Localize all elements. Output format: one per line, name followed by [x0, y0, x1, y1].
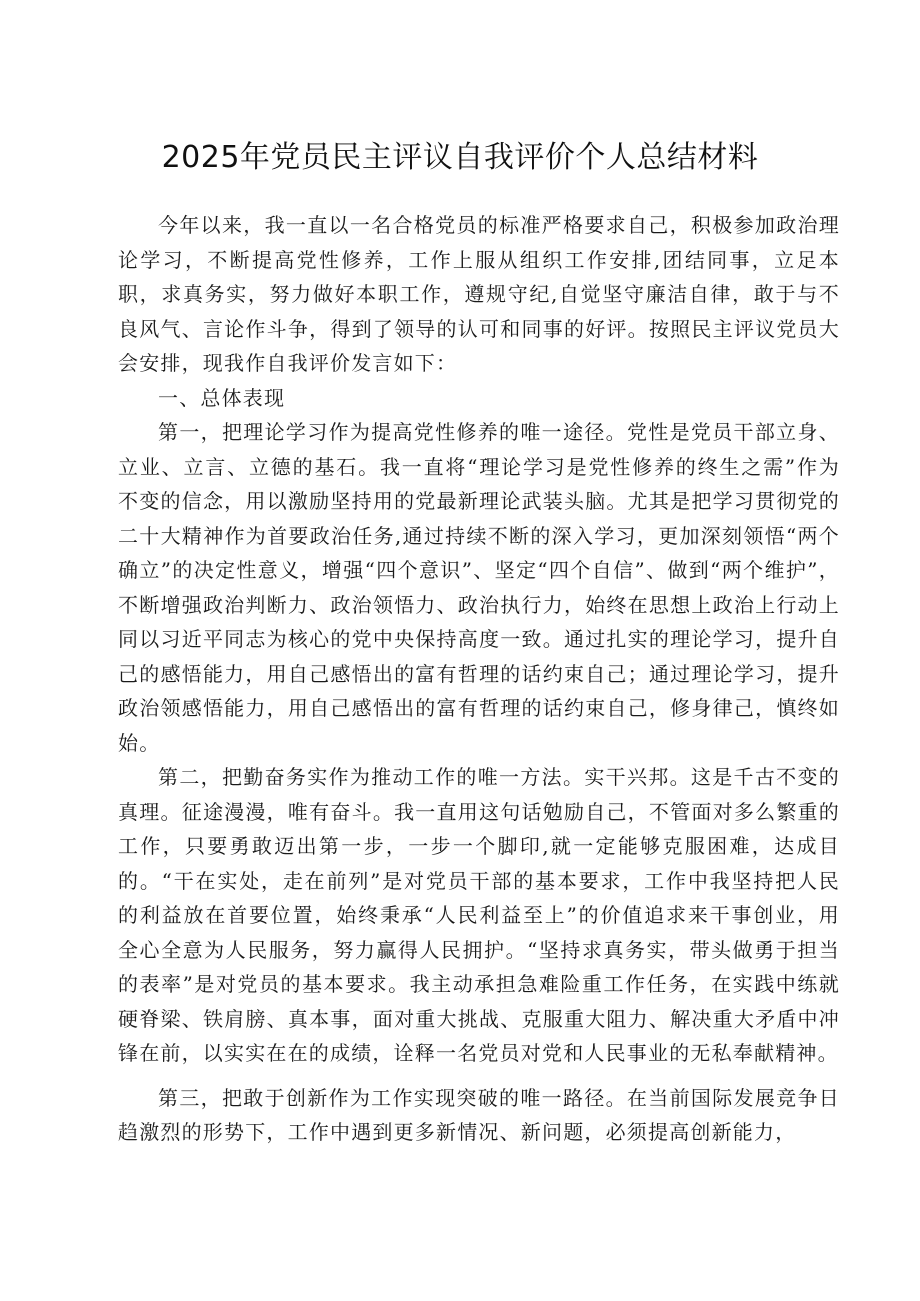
paragraph-first: 第一，把理论学习作为提高党性修养的唯一途径。党性是党员干部立身、立业、立言、立德的基石。我一直将“理论学习是党性修养的终生之需”作为不变的信念，用以激励坚持用的党最新理论武装头脑。尤其是把学习贯彻党的二十大精神作为首要政治任务,通过持续不断的深入学习，更加深刻领悟“两个确立”的决定性意义，增强“四个意识”、坚定“四个自信”、做到“两个维护”，不断增强政治判断力、政治领悟力、政治执行力，始终在思想上政治上行动上同以习近平同志为核心的党中央保持高度一致。通过扎实的理论学习，提升自己的感悟能力，用自己感悟出的富有哲理的话约束自己；通过理论学习，提升政治领感悟能力，用自己感悟出的富有哲理的话约束自己，修身律己，慎终如始。: [118, 420, 840, 755]
paragraph-second: 第二，把勤奋务实作为推动工作的唯一方法。实干兴邦。这是千古不变的真理。征途漫漫，唯有奋斗。我一直用这句话勉励自己，不管面对多么繁重的工作，只要勇敢迈出第一步，一步一个脚印,就一定能够克服困难，达成目的。“干在实处，走在前列”是对党员干部的基本要求，工作中我坚持把人民的利益放在首要位置，始终秉承“人民利益至上”的价值追求来干事创业，用全心全意为人民服务，努力赢得人民拥护。“坚持求真务实，带头做勇于担当的表率”是对党员的基本要求。我主动承担急难险重工作任务，在实践中练就硬脊梁、铁肩膀、真本事，面对重大挑战、克服重大阻力、解决重大矛盾中冲锋在前，以实实在在的成绩，诠释一名党员对党和人民事业的无私奉献精神。: [118, 765, 840, 1065]
paragraph-third: 第三，把敢于创新作为工作实现突破的唯一路径。在当前国际发展竞争日趋激烈的形势下，工作中遇到更多新情况、新问题，必须提高创新能力，: [118, 1085, 840, 1144]
document-body: [118, 208, 840, 1150]
document-title: 2025年党员民主评议自我评价个人总结材料: [161, 140, 759, 175]
section-heading-overall: 一、总体表现: [158, 385, 286, 410]
intro-paragraph: 今年以来，我一直以一名合格党员的标准严格要求自己，积极参加政治理论学习，不断提高党性修养，工作上服从组织工作安排,团结同事，立足本职，求真务实，努力做好本职工作，遵规守纪,自觉坚守廉洁自律，敢于与不良风气、言论作斗争，得到了领导的认可和同事的好评。按照民主评议党员大会安排，现我作自我评价发言如下：: [118, 213, 840, 375]
